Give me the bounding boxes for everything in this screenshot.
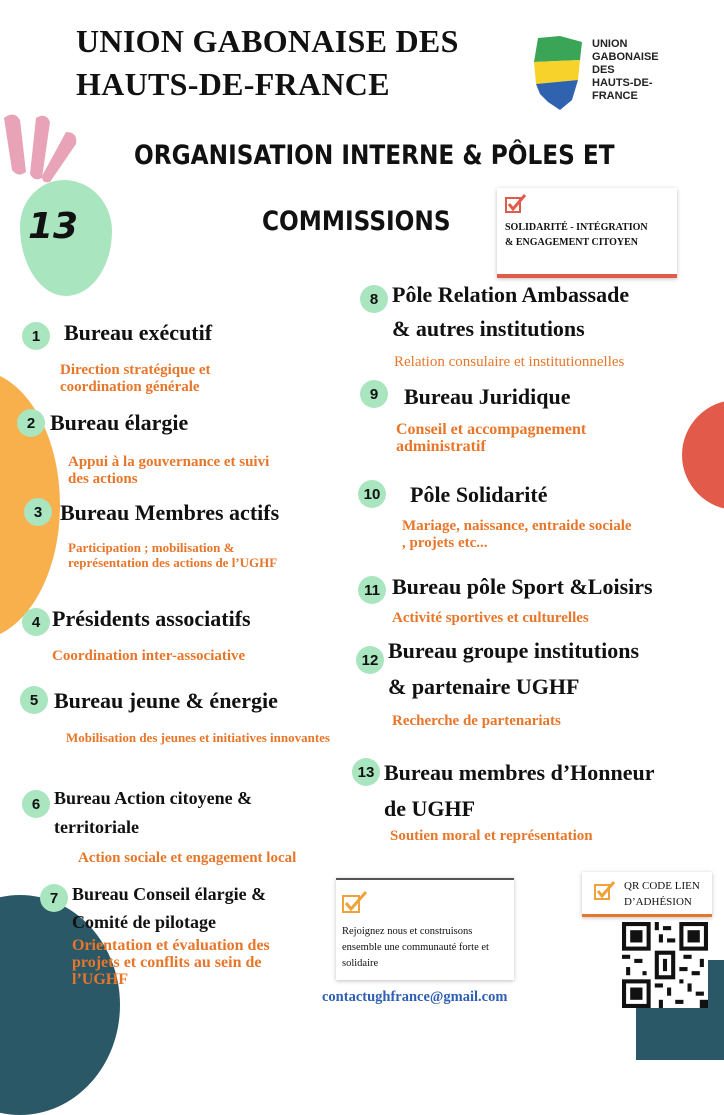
item-title-5: Bureau jeune & énergie [54, 688, 278, 713]
item-desc-4: Coordination inter-associative [52, 648, 246, 664]
join-box [336, 878, 514, 980]
qr-code[interactable] [622, 922, 708, 1008]
item-title-8-line-2: & autres institutions [392, 316, 585, 341]
checkbox-icon [342, 890, 368, 914]
qr-label-line-1: QR CODE LIEN [624, 880, 700, 892]
item-title-6-line-1: Bureau Action citoyene & [54, 788, 253, 808]
item-desc-13: Soutien moral et représentation [390, 828, 593, 844]
item-desc-10: Mariage, naissance, entraide sociale , projets etc... [402, 518, 632, 551]
qr-code-icon [622, 922, 708, 1008]
item-number-8: 8 [360, 285, 388, 313]
red-halfcircle-decoration [682, 400, 724, 510]
logo [520, 28, 700, 118]
item-title-2: Bureau élargie [50, 410, 189, 435]
item-desc-2: Appui à la gouvernance et suivi des actions [68, 454, 270, 487]
item-title-6-line-2: territoriale [54, 817, 139, 837]
item-desc-5: Mobilisation des jeunes et initiatives innovantes [66, 730, 330, 745]
item-number-6: 6 [22, 790, 50, 818]
item-title-1: Bureau exécutif [64, 320, 213, 345]
item-number-11: 11 [358, 576, 386, 604]
logo-text-4: HAUTS-DE- [592, 77, 653, 89]
join-text: Rejoignez nous et construisons ensemble une communauté forte et solidaire [342, 926, 489, 969]
item-title-11: Bureau pôle Sport &Loisirs [392, 574, 653, 599]
item-number-13: 13 [352, 758, 380, 786]
count-badge: 13 [28, 206, 79, 247]
section-heading-line-1: ORGANISATION INTERNE & PÔLES ET [134, 140, 615, 171]
item-desc-8: Relation consulaire et institutionnelles [394, 354, 625, 370]
item-desc-12: Recherche de partenariats [392, 713, 561, 729]
contact-email[interactable]: contactughfrance@gmail.com [322, 989, 508, 1005]
item-title-8-line-1: Pôle Relation Ambassade [392, 282, 630, 307]
logo-text-1: UNION [592, 38, 628, 50]
item-desc-11: Activité sportives et culturelles [392, 610, 589, 626]
title-line-2: HAUTS-DE-FRANCE [76, 66, 390, 102]
page-title [76, 20, 526, 106]
item-title-12-line-2: & partenaire UGHF [388, 674, 580, 699]
item-number-7: 7 [40, 884, 68, 912]
item-number-5: 5 [20, 686, 48, 714]
item-desc-1: Direction stratégique et coordination générale [60, 362, 211, 395]
item-number-9: 9 [360, 380, 388, 408]
item-title-13-line-2: de UGHF [384, 796, 476, 821]
item-desc-3: Participation ; mobilisation & représentation des actions de l’UGHF [68, 540, 278, 570]
item-number-1: 1 [22, 322, 50, 350]
item-number-12: 12 [356, 646, 384, 674]
pink-petals-decoration [0, 110, 90, 190]
tagline-line-2: & ENGAGEMENT CITOYEN [505, 237, 638, 248]
item-number-4: 4 [22, 608, 50, 636]
section-heading-line-2: COMMISSIONS [262, 206, 451, 237]
item-title-3: Bureau Membres actifs [60, 500, 280, 525]
item-number-2: 2 [17, 409, 45, 437]
gabon-map-logo-icon [530, 34, 586, 112]
item-number-10: 10 [358, 480, 386, 508]
logo-text-3: DES [592, 64, 615, 76]
tagline-box [497, 188, 677, 278]
item-title-12-line-1: Bureau groupe institutions [388, 638, 640, 663]
item-title-9: Bureau Juridique [404, 384, 571, 409]
item-title-10: Pôle Solidarité [410, 482, 548, 507]
checkbox-icon [594, 880, 616, 902]
title-line-1: UNION GABONAISE DES [76, 23, 459, 59]
item-title-7-line-1: Bureau Conseil élargie & [72, 884, 267, 904]
item-desc-9: Conseil et accompagnement administratif [396, 421, 587, 455]
logo-text-5: FRANCE [592, 90, 638, 102]
qr-label-box [582, 872, 712, 917]
item-desc-6: Action sociale et engagement local [78, 850, 297, 866]
qr-label-line-2: D’ADHÉSION [624, 896, 692, 908]
tagline-line-1: SOLIDARITÉ - INTÉGRATION [505, 222, 648, 233]
item-number-3: 3 [24, 498, 52, 526]
checkbox-icon [505, 194, 527, 214]
item-title-4: Présidents associatifs [52, 606, 251, 631]
item-desc-7: Orientation et évaluation des projets et conflits au sein de l’UGHF [72, 937, 270, 988]
logo-text-2: GABONAISE [592, 51, 659, 63]
item-title-7-line-2: Comité de pilotage [72, 912, 216, 932]
item-title-13-line-1: Bureau membres d’Honneur [384, 760, 655, 785]
